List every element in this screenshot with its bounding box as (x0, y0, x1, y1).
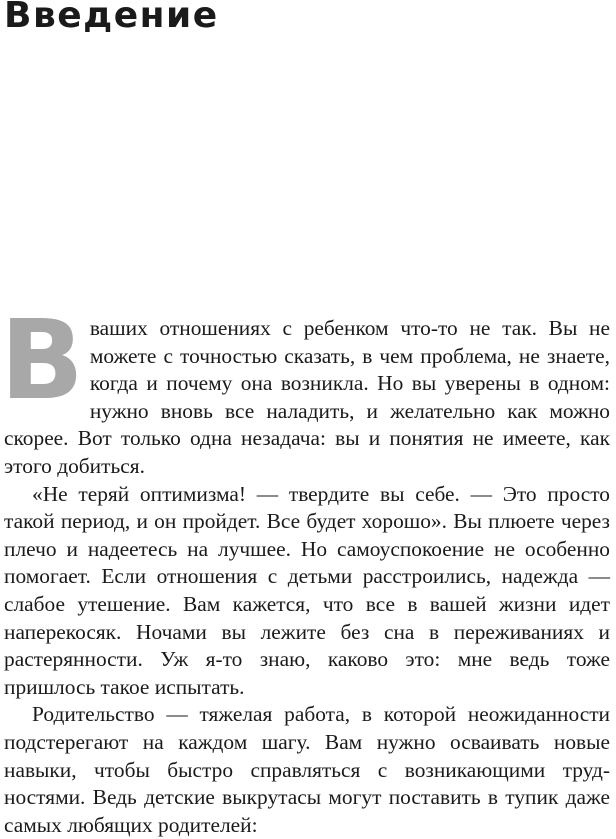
chapter-title: Введение (4, 0, 219, 36)
paragraph-1-text: ваших отношениях с ребенком что-то не так. Вы не можете с точностью сказать, в чем проблема, не знаете, когда и почему она возникла. Но вы уверены в одном: нужно вновь все наладить, и желательно как можно скорее. Вот только одна незадача: вы и понятия не имеете, как этого добиться. (4, 316, 610, 478)
drop-cap-letter: В (0, 296, 84, 424)
paragraph-1 (0, 296, 610, 481)
body-text (0, 296, 610, 839)
paragraph-2: «Не теряй оптимизма! — твердите вы себе. — Это просто такой период, и он пройдет. Все будет хорошо». Вы плюете через плечо и надеетесь на лучшее. Но самоуспокоение не особенно помогает. Если отношения с детьми расстроились, надежда — слабое утешение. Вам кажется, что все в вашей жизни идет наперекосяк. Ночами вы лежите без сна в переживаниях и растерянности. Уж я-то знаю, каково это: мне ведь тоже пришлось такое испытать. (4, 481, 610, 699)
paragraph-3: Родительство — тяжелая работа, в которой неожиданности подстерегают на каждом шагу. Вам нужно осваивать новые навыки, чтобы быстро справляться с возникающими трудностями. Ведь детские выкрутасы могут поставить в тупик даже самых любящих родителей: (4, 702, 610, 837)
